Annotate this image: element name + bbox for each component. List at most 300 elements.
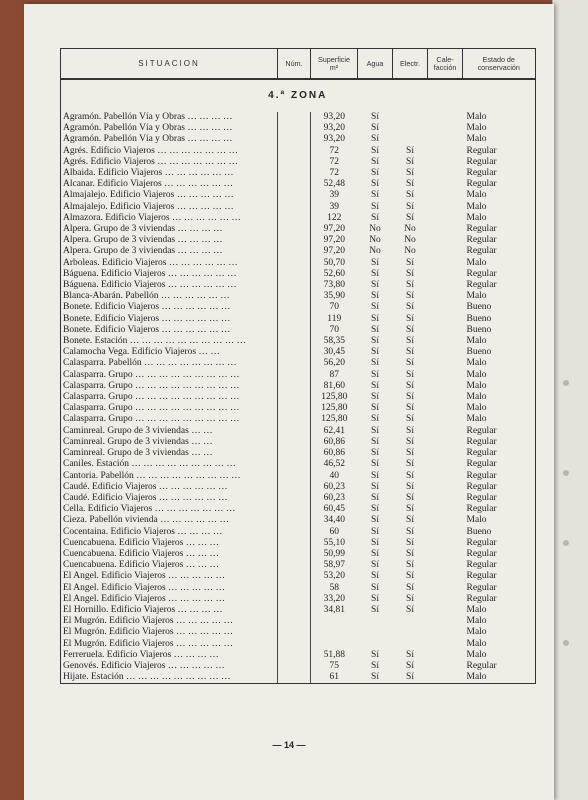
cell-agua: Sí	[358, 672, 393, 684]
cell-electr: Sí	[406, 492, 414, 503]
cell-num	[278, 414, 311, 425]
table-row	[61, 471, 536, 482]
cell-calefaccion	[428, 504, 463, 515]
next-page-edge	[552, 0, 588, 800]
table-row	[61, 594, 536, 605]
cell-num	[278, 392, 311, 403]
cell-electr: Sí	[406, 291, 414, 302]
cell-calefaccion	[428, 448, 463, 459]
cell-superficie: 60,86	[323, 436, 345, 447]
cell-calefaccion	[428, 560, 463, 571]
cell-electr: Sí	[406, 156, 414, 167]
cell-superficie: 97,20	[323, 235, 345, 246]
cell-situacion: Almajalejo. Edificio Viajeros … … … … …	[61, 202, 278, 213]
cell-calefaccion	[428, 358, 463, 369]
cell-agua: Sí	[371, 425, 379, 436]
cell-superficie: 50,70	[323, 257, 345, 268]
cell-agua: Sí	[371, 257, 379, 268]
cell-superficie: 58,35	[323, 336, 345, 347]
cell-num	[278, 358, 311, 369]
cell-situacion: El Angel. Edificio Viajeros … … … … …	[61, 594, 278, 605]
table-row	[61, 258, 536, 269]
table-row	[61, 314, 536, 325]
cell-estado: Regular	[463, 471, 536, 482]
table-row	[61, 504, 536, 515]
cell-agua: Sí	[371, 504, 379, 515]
cell-electr: Sí	[406, 403, 414, 414]
table-row	[61, 291, 536, 302]
cell-estado: Malo	[463, 616, 536, 627]
cell-agua: No	[369, 224, 381, 235]
cell-agua: Sí	[371, 571, 379, 582]
cell-situacion: Cuencabuena. Edificio Viajeros … … …	[61, 549, 278, 560]
table-row	[61, 302, 536, 313]
col-estado: Estado de conservación	[463, 49, 536, 80]
cell-electr: Sí	[406, 436, 414, 447]
cell-calefaccion	[428, 605, 463, 616]
cell-calefaccion	[428, 594, 463, 605]
cell-situacion: Calasparra. Grupo … … … … … … … … …	[61, 392, 278, 403]
table-row	[61, 336, 536, 347]
cell-superficie: 53,20	[323, 571, 345, 582]
cell-superficie: 72	[329, 168, 339, 179]
cell-situacion: Agrés. Edificio Viajeros … … … … … … …	[61, 157, 278, 168]
cell-calefaccion	[428, 370, 463, 381]
cell-electr: Sí	[406, 369, 414, 380]
table-row	[61, 448, 536, 459]
cell-situacion: El Angel. Edificio Viajeros … … … … …	[61, 583, 278, 594]
cell-calefaccion	[428, 291, 463, 302]
cell-electr: Sí	[406, 257, 414, 268]
cell-calefaccion	[428, 224, 463, 235]
cell-estado: Regular	[463, 482, 536, 493]
cell-situacion: Cuencabuena. Edificio Viajeros … … …	[61, 538, 278, 549]
cell-agua: Sí	[371, 604, 379, 615]
cell-estado: Regular	[463, 246, 536, 257]
cell-electr: Sí	[406, 660, 414, 671]
cell-estado: Regular	[463, 146, 536, 157]
cell-electr: Sí	[406, 190, 414, 201]
cell-estado: Regular	[463, 437, 536, 448]
cell-agua: Sí	[371, 179, 379, 190]
table-row	[61, 370, 536, 381]
cell-estado: Malo	[463, 605, 536, 616]
cell-num	[278, 336, 311, 347]
cell-calefaccion	[428, 403, 463, 414]
cell-calefaccion	[428, 426, 463, 437]
cell-num	[278, 370, 311, 381]
zona-heading-row	[61, 79, 536, 112]
cell-superficie: 34,81	[323, 604, 345, 615]
cell-agua: Sí	[371, 212, 379, 223]
cell-situacion: Báguena. Edificio Viajeros … … … … … …	[61, 280, 278, 291]
cell-electr: Sí	[406, 560, 414, 571]
cell-superficie: 55,10	[323, 537, 345, 548]
binding-hole	[563, 540, 569, 546]
cell-agua: Sí	[371, 537, 379, 548]
cell-situacion: Arboleas. Edificio Viajeros … … … … … …	[61, 258, 278, 269]
cell-estado: Malo	[463, 134, 536, 145]
cell-estado: Regular	[463, 280, 536, 291]
cell-calefaccion	[428, 538, 463, 549]
cell-electr: Sí	[406, 604, 414, 615]
cell-calefaccion	[428, 190, 463, 201]
cell-agua: No	[369, 235, 381, 246]
cell-situacion: Calasparra. Grupo … … … … … … … … …	[61, 370, 278, 381]
cell-calefaccion	[428, 347, 463, 358]
cell-num	[278, 202, 311, 213]
cell-superficie: 39	[329, 190, 339, 201]
cell-situacion: Alcanar. Edificio Viajeros … … … … … …	[61, 179, 278, 190]
cell-calefaccion	[428, 235, 463, 246]
cell-situacion: Blanca-Abarán. Pabellón … … … … … …	[61, 291, 278, 302]
cell-superficie: 72	[329, 145, 339, 156]
cell-estado: Malo	[463, 381, 536, 392]
cell-electr: Sí	[406, 548, 414, 559]
cell-agua: Sí	[371, 291, 379, 302]
cell-calefaccion	[428, 482, 463, 493]
cell-situacion: Alpera. Grupo de 3 viviendas … … … …	[61, 224, 278, 235]
table-row	[61, 527, 536, 538]
cell-num	[278, 661, 311, 672]
cell-superficie: 93,20	[323, 123, 345, 134]
cell-estado: Malo	[463, 403, 536, 414]
cell-num	[278, 314, 311, 325]
cell-estado: Regular	[463, 179, 536, 190]
cell-electr: Sí	[406, 593, 414, 604]
property-table	[60, 48, 536, 684]
cell-agua: Sí	[371, 268, 379, 279]
cell-calefaccion	[428, 672, 463, 684]
cell-electr: Sí	[406, 448, 414, 459]
cell-situacion: Agrés. Edificio Viajeros … … … … … … …	[61, 146, 278, 157]
cell-electr: Sí	[406, 515, 414, 526]
cell-situacion: Ferreruela. Edificio Viajeros … … … …	[61, 650, 278, 661]
table-row	[61, 672, 536, 684]
cell-agua: Sí	[371, 582, 379, 593]
cell-superficie: 34,40	[323, 515, 345, 526]
cell-calefaccion	[428, 414, 463, 425]
cell-agua: Sí	[371, 145, 379, 156]
cell-calefaccion	[428, 583, 463, 594]
table-row	[61, 549, 536, 560]
cell-num	[278, 179, 311, 190]
cell-calefaccion	[428, 639, 463, 650]
cell-calefaccion	[428, 179, 463, 190]
cell-calefaccion	[428, 134, 463, 145]
table-row	[61, 202, 536, 213]
table-row	[61, 157, 536, 168]
cell-estado: Bueno	[463, 302, 536, 313]
cell-num	[278, 258, 311, 269]
cell-estado: Malo	[463, 672, 536, 684]
cell-electr: Sí	[406, 168, 414, 179]
cell-superficie: 75	[329, 660, 339, 671]
table-row	[61, 616, 536, 627]
cell-agua: Sí	[371, 448, 379, 459]
cell-electr	[393, 112, 428, 123]
table-row	[61, 605, 536, 616]
cell-superficie: 56,20	[323, 358, 345, 369]
cell-electr: Sí	[406, 268, 414, 279]
table-row	[61, 538, 536, 549]
cell-calefaccion	[428, 336, 463, 347]
cell-situacion: Caniles. Estación … … … … … … … … …	[61, 459, 278, 470]
cell-superficie: 97,20	[323, 224, 345, 235]
cell-num	[278, 168, 311, 179]
cell-superficie: 122	[327, 212, 342, 223]
cell-situacion: Calasparra. Grupo … … … … … … … … …	[61, 403, 278, 414]
cell-calefaccion	[428, 168, 463, 179]
cell-estado: Malo	[463, 358, 536, 369]
cell-estado: Malo	[463, 213, 536, 224]
binding-hole	[563, 380, 569, 386]
cell-num	[278, 515, 311, 526]
cell-superficie: 52,60	[323, 268, 345, 279]
table-row	[61, 146, 536, 157]
cell-situacion: Caminreal. Grupo de 3 viviendas … …	[61, 448, 278, 459]
cell-num	[278, 672, 311, 684]
table-row	[61, 661, 536, 672]
cell-num	[278, 594, 311, 605]
table-row	[61, 560, 536, 571]
cell-agua: Sí	[371, 313, 379, 324]
binding-hole	[563, 470, 569, 476]
cell-calefaccion	[428, 280, 463, 291]
cell-situacion: Genovés. Edificio Viajeros … … … … …	[61, 661, 278, 672]
cell-situacion: El Mugrón. Edificio Viajeros … … … … …	[61, 639, 278, 650]
cell-situacion: Bonete. Edificio Viajeros … … … … … …	[61, 325, 278, 336]
cell-superficie: 60	[329, 526, 339, 537]
cell-agua: Sí	[371, 649, 379, 660]
cell-estado: Bueno	[463, 347, 536, 358]
cell-situacion: Caudé. Edificio Viajeros … … … … … …	[61, 482, 278, 493]
col-calefaccion: Cale- facción	[428, 49, 463, 80]
cell-num	[278, 426, 311, 437]
cell-calefaccion	[428, 650, 463, 661]
cell-superficie: 58	[329, 582, 339, 593]
cell-estado: Malo	[463, 627, 536, 638]
cell-estado: Regular	[463, 661, 536, 672]
cell-electr: Sí	[406, 504, 414, 515]
cell-estado: Malo	[463, 650, 536, 661]
cell-situacion: Agramón. Pabellón Vía y Obras … … … …	[61, 123, 278, 134]
table-row	[61, 515, 536, 526]
cell-calefaccion	[428, 616, 463, 627]
cell-superficie	[311, 627, 358, 638]
cell-calefaccion	[428, 471, 463, 482]
cell-calefaccion	[428, 213, 463, 224]
cell-superficie: 81,60	[323, 380, 345, 391]
cell-superficie: 35,90	[323, 291, 345, 302]
cell-situacion: Calasparra. Pabellón … … … … … … … …	[61, 358, 278, 369]
cell-num	[278, 146, 311, 157]
cell-agua: Sí	[371, 112, 379, 122]
table-row	[61, 179, 536, 190]
cell-electr: Sí	[406, 481, 414, 492]
cell-calefaccion	[428, 515, 463, 526]
cell-num	[278, 583, 311, 594]
cell-agua: Sí	[371, 156, 379, 167]
table-row	[61, 358, 536, 369]
cell-superficie: 33,20	[323, 593, 345, 604]
cell-superficie: 97,20	[323, 246, 345, 257]
cell-superficie: 58,97	[323, 560, 345, 571]
cell-agua: Sí	[371, 459, 379, 470]
table-row	[61, 426, 536, 437]
cell-estado: Bueno	[463, 314, 536, 325]
cell-num	[278, 639, 311, 650]
cell-electr: Sí	[406, 302, 414, 313]
cell-agua: Sí	[371, 336, 379, 347]
cell-estado: Regular	[463, 493, 536, 504]
cell-electr	[393, 639, 428, 650]
cell-num	[278, 280, 311, 291]
cell-agua: Sí	[371, 481, 379, 492]
cell-superficie	[311, 639, 358, 650]
cell-num	[278, 190, 311, 201]
cell-num	[278, 157, 311, 168]
cell-num	[278, 560, 311, 571]
cell-situacion: Almazora. Edificio Viajeros … … … … … …	[61, 213, 278, 224]
cell-agua: Sí	[371, 492, 379, 503]
cell-situacion: Bonete. Estación … … … … … … … … … …	[61, 336, 278, 347]
cell-num	[278, 123, 311, 134]
cell-estado: Regular	[463, 504, 536, 515]
cell-calefaccion	[428, 302, 463, 313]
cell-superficie: 125,80	[321, 392, 348, 403]
cell-electr: Sí	[406, 571, 414, 582]
cell-num	[278, 549, 311, 560]
col-superficie: Superficie m²	[311, 49, 358, 80]
cell-situacion: Calasparra. Grupo … … … … … … … … …	[61, 414, 278, 425]
cell-electr: Sí	[406, 280, 414, 291]
cell-estado: Regular	[463, 448, 536, 459]
cell-agua: Sí	[371, 380, 379, 391]
cell-electr: No	[404, 235, 416, 246]
cell-situacion: Alpera. Grupo de 3 viviendas … … … …	[61, 235, 278, 246]
cell-estado: Malo	[463, 515, 536, 526]
cell-num	[278, 213, 311, 224]
cell-num	[278, 538, 311, 549]
cell-electr: Sí	[406, 392, 414, 403]
cell-agua: Sí	[371, 134, 379, 145]
cell-agua: Sí	[371, 392, 379, 403]
table-row	[61, 168, 536, 179]
cell-superficie: 30,45	[323, 347, 345, 358]
cell-estado: Malo	[463, 414, 536, 425]
table-row	[61, 224, 536, 235]
cell-electr: Sí	[406, 380, 414, 391]
cell-situacion: Agramón. Pabellón Vía y Obras … … … …	[61, 112, 278, 123]
cell-agua: Sí	[371, 201, 379, 212]
cell-electr	[393, 123, 428, 134]
cell-superficie: 125,80	[321, 414, 348, 425]
document-page	[24, 4, 554, 800]
cell-superficie: 119	[327, 313, 342, 324]
cell-situacion: El Mugrón. Edificio Viajeros … … … … …	[61, 616, 278, 627]
table-row	[61, 639, 536, 650]
cell-situacion: Calasparra. Grupo … … … … … … … … …	[61, 381, 278, 392]
cell-num	[278, 134, 311, 145]
cell-electr: Sí	[406, 179, 414, 190]
cell-estado: Regular	[463, 560, 536, 571]
col-num: Núm.	[278, 49, 311, 80]
cell-agua: Sí	[371, 347, 379, 358]
cell-agua: Sí	[371, 560, 379, 571]
cell-situacion: Bonete. Edificio Viajeros … … … … … …	[61, 302, 278, 313]
cell-calefaccion	[428, 527, 463, 538]
cell-estado: Regular	[463, 459, 536, 470]
cell-estado: Regular	[463, 549, 536, 560]
cell-superficie: 60,86	[323, 448, 345, 459]
cell-agua	[358, 627, 393, 638]
table-row	[61, 459, 536, 470]
cell-num	[278, 448, 311, 459]
cell-electr	[393, 627, 428, 638]
cell-calefaccion	[428, 157, 463, 168]
cell-estado: Regular	[463, 571, 536, 582]
cell-num	[278, 235, 311, 246]
cell-calefaccion	[428, 314, 463, 325]
cell-num	[278, 459, 311, 470]
cell-estado: Malo	[463, 336, 536, 347]
cell-electr: Sí	[406, 582, 414, 593]
cell-num	[278, 325, 311, 336]
cell-electr: Sí	[406, 459, 414, 470]
zona-heading: 4.ª ZONA	[61, 79, 536, 112]
cell-num	[278, 650, 311, 661]
table-row	[61, 482, 536, 493]
cell-calefaccion	[428, 627, 463, 638]
cell-agua: Sí	[371, 660, 379, 671]
cell-agua: Sí	[371, 302, 379, 313]
cell-num	[278, 605, 311, 616]
table-row	[61, 280, 536, 291]
cell-num	[278, 347, 311, 358]
cell-superficie: 60,45	[323, 504, 345, 515]
cell-agua: Sí	[371, 358, 379, 369]
cell-estado: Malo	[463, 258, 536, 269]
cell-num	[278, 482, 311, 493]
cell-agua: Sí	[371, 190, 379, 201]
cell-calefaccion	[428, 258, 463, 269]
table-row	[61, 134, 536, 145]
cell-superficie: 73,80	[323, 280, 345, 291]
cell-agua: Sí	[371, 548, 379, 559]
cell-num	[278, 302, 311, 313]
cell-calefaccion	[428, 112, 463, 123]
cell-num	[278, 403, 311, 414]
table-row	[61, 325, 536, 336]
cell-electr: Sí	[406, 649, 414, 660]
cell-calefaccion	[428, 123, 463, 134]
table-row	[61, 650, 536, 661]
cell-situacion: Calamocha Vega. Edificio Viajeros … …	[61, 347, 278, 358]
cell-estado: Regular	[463, 538, 536, 549]
cell-electr: Sí	[406, 145, 414, 156]
table-row	[61, 571, 536, 582]
cell-agua: Sí	[371, 436, 379, 447]
cell-calefaccion	[428, 381, 463, 392]
cell-electr: Sí	[406, 537, 414, 548]
cell-estado: Malo	[463, 392, 536, 403]
cell-superficie: 93,20	[323, 112, 345, 122]
cell-agua: Sí	[371, 526, 379, 537]
cell-situacion: Almajalejo. Edificio Viajeros … … … … …	[61, 190, 278, 201]
table-row	[61, 627, 536, 638]
cell-estado: Malo	[463, 190, 536, 201]
